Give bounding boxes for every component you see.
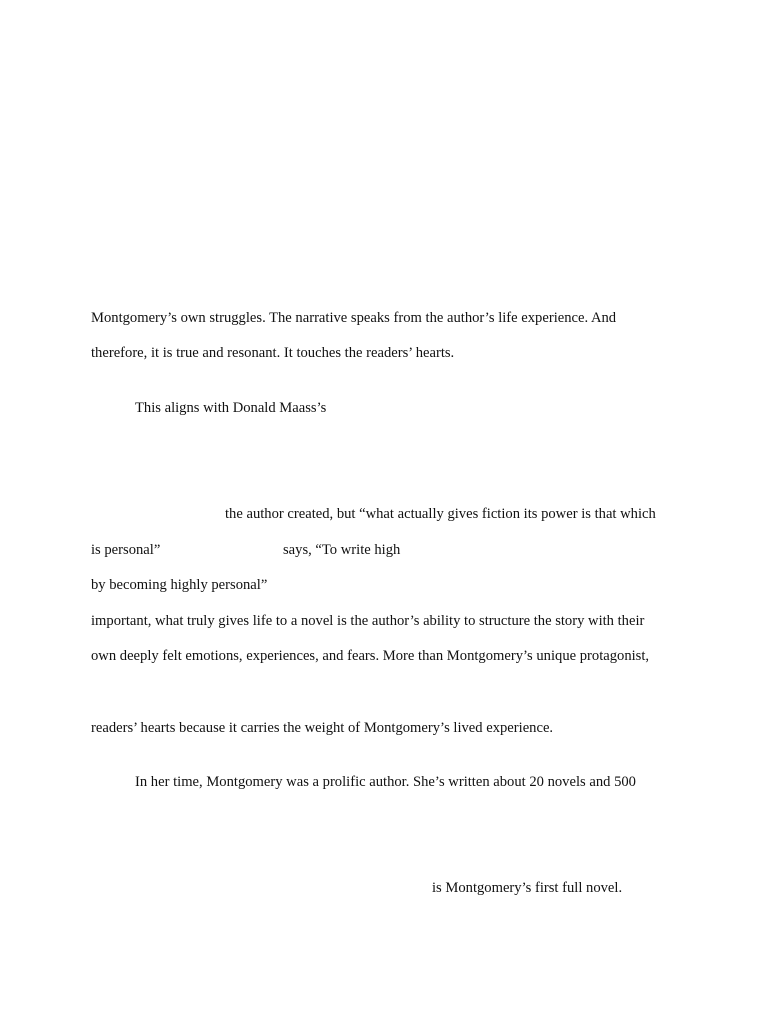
text-line: important, what truly gives life to a novel is the author’s ability to structure the story with their (91, 613, 645, 629)
text-line: by becoming highly personal” (91, 577, 268, 593)
paragraph-start-line: In her time, Montgomery was a prolific author. She’s written about 20 novels and 500 (135, 774, 636, 790)
text-line: Montgomery’s own struggles. The narrative speaks from the author’s life experience. And (91, 310, 617, 326)
text-line: the author created, but “what actually gives fiction its power is that which (225, 506, 656, 522)
paragraph-start-line: This aligns with Donald Maass’s (135, 400, 327, 416)
text-fragment: is personal” (91, 542, 161, 558)
text-line: readers’ hearts because it carries the weight of Montgomery’s lived experience. (91, 720, 554, 736)
text-fragment: says, “To write high (283, 542, 401, 558)
text-line: is Montgomery’s first full novel. (432, 880, 623, 896)
text-line: own deeply felt emotions, experiences, and fears. More than Montgomery’s unique protagonist, (91, 648, 650, 664)
text-line: therefore, it is true and resonant. It touches the readers’ hearts. (91, 345, 455, 361)
